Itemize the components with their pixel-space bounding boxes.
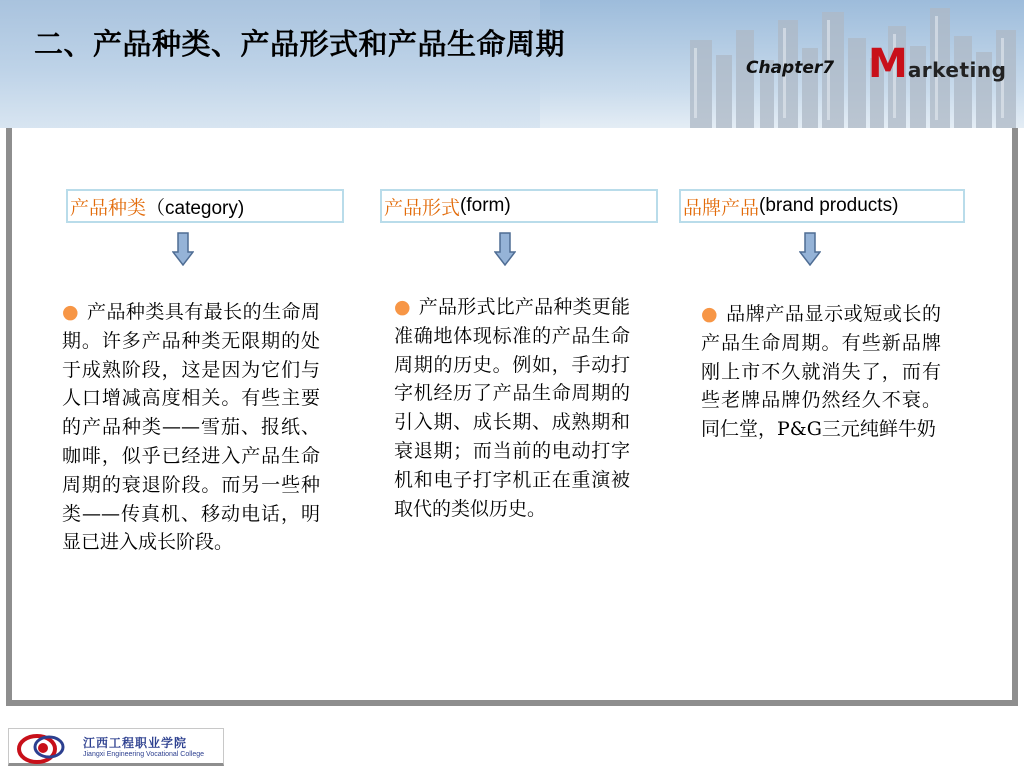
chapter-label: Chapter7 — [746, 58, 835, 78]
college-name-cn: 江西工程职业学院 — [83, 736, 188, 750]
slide-title: 二、产品种类、产品形式和产品生命周期 — [34, 27, 566, 61]
college-emblem-icon — [15, 731, 75, 765]
down-arrow-icon — [799, 232, 821, 266]
category-box — [66, 189, 344, 223]
bullet-dot-icon: ● — [62, 301, 80, 323]
frame-left-border — [6, 128, 12, 704]
header-banner — [0, 0, 1024, 128]
brand-products-heading-cn: 品牌产品 — [683, 196, 760, 219]
category-heading-en: （category) — [146, 197, 245, 219]
brand-products-description-text: 品牌产品显示或短或长的产品生命周期。有些新品牌刚上市不久就消失了，而有些老牌品牌仍然经久不衰。同仁堂，P&G三元纯鲜牛奶 — [701, 303, 941, 441]
form-heading-en: (form) — [460, 195, 511, 216]
category-description-text: 产品种类具有最长的生命周期。许多产品种类无限期的处于成熟阶段，这是因为它们与人口增减高度相关。有些主要的产品种类——雪茄、报纸、咖啡，似乎已经进入产品生命周期的衰退阶段。而另一些种类——传真机、移动电话，明显已进入成长阶段。 — [62, 301, 320, 554]
bullet-dot-icon: ● — [701, 303, 719, 325]
frame-bottom-border — [6, 700, 1018, 706]
form-box — [380, 189, 658, 223]
category-heading-cn: 产品种类 — [70, 196, 147, 219]
frame-right-border — [1012, 128, 1018, 704]
category-description — [62, 298, 320, 557]
marketing-logo — [868, 41, 1007, 87]
marketing-logo-initial: M — [868, 41, 908, 87]
down-arrow-icon — [172, 232, 194, 266]
brand-products-heading-en: (brand products) — [759, 195, 899, 216]
brand-products-description — [701, 300, 941, 444]
down-arrow-icon — [494, 232, 516, 266]
marketing-logo-text: arketing — [907, 58, 1007, 82]
college-logo — [8, 728, 224, 766]
form-description-text: 产品形式比产品种类更能准确地体现标准的产品生命周期的历史。例如，手动打字机经历了产品生命周期的引入期、成长期、成熟期和衰退期；而当前的电动打字机和电子打字机正在重演被取代的类似历史。 — [394, 296, 630, 520]
form-description — [394, 293, 630, 523]
college-name-en: Jiangxi Engineering Vocational College — [83, 751, 205, 758]
form-heading-cn: 产品形式 — [384, 196, 461, 219]
bullet-dot-icon: ● — [394, 296, 411, 318]
brand-products-box — [679, 189, 965, 223]
